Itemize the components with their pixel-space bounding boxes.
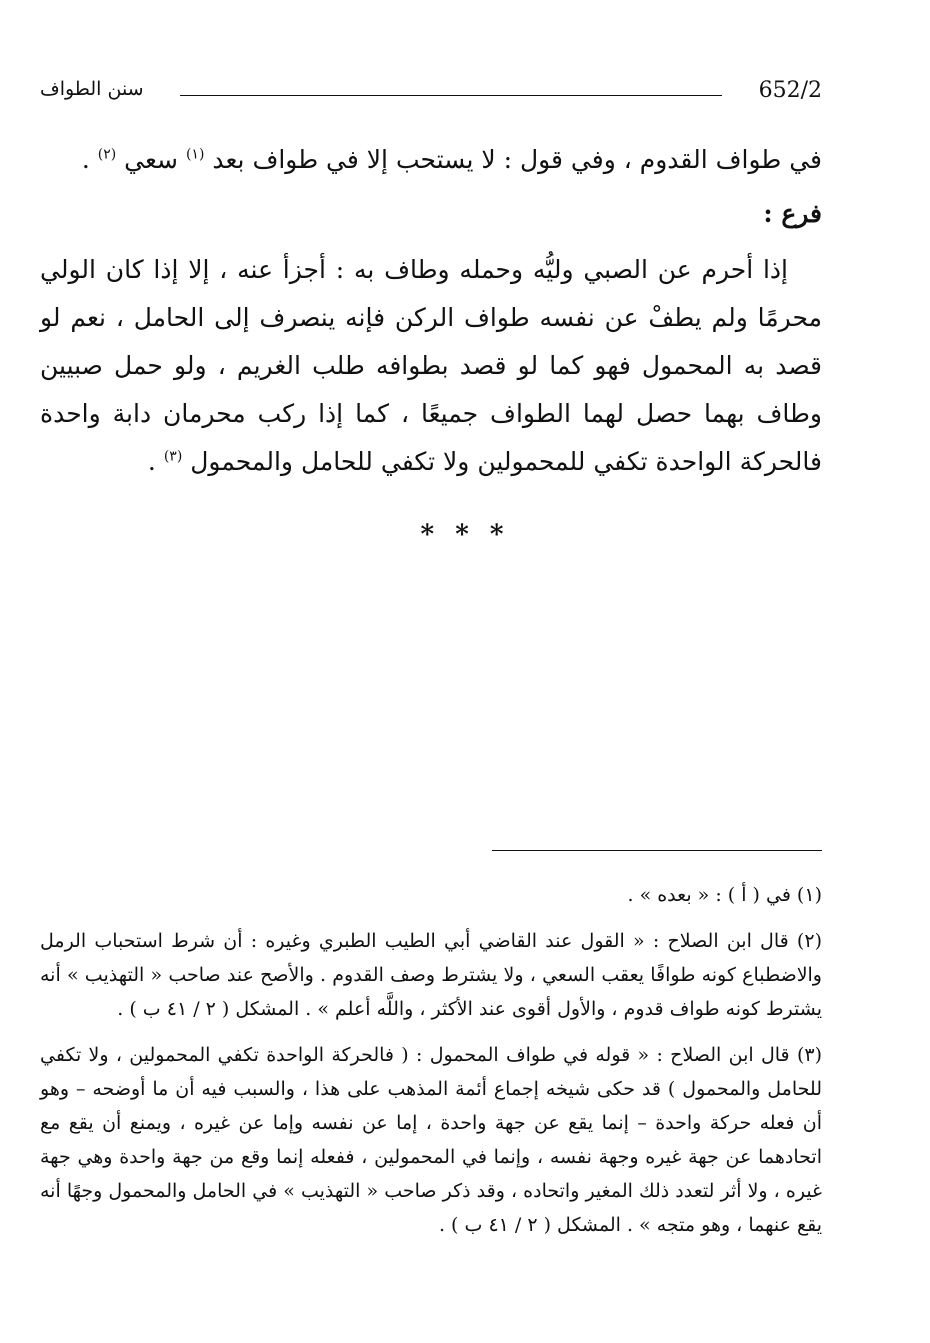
- footnote-ref-3: (٣): [163, 448, 183, 465]
- footnote-1: (١) في ( أ ) : « بعده » .: [627, 884, 822, 906]
- section-heading: فرع :: [763, 199, 822, 228]
- opening-line-end: .: [81, 145, 98, 174]
- section-separator: * * *: [420, 520, 510, 550]
- opening-line-mid: سعي: [116, 145, 186, 174]
- paragraph-end: .: [147, 447, 164, 476]
- footnote-ref-2: (٢): [97, 146, 117, 163]
- paragraph-text: إذا أحرم عن الصبي وليُّه وحمله وطاف به : أجزأ عنه ، إلا إذا كان الولي محرمًا ولم يطفْ عن نفسه طواف الركن فإنه ينصرف إلى الحامل ، نعم لو قصد به المحمول فهو كما لو قصد بطوافه طلب الغريم ، ولو حمل صبيين وطاف بهما حصل لهما الطواف جميعًا ، كما إذا ركب محرمان دابة واحدة فالحركة الواحدة تكفي للمحمولين ولا تكفي للحامل والمحمول: [40, 255, 822, 476]
- footnote-3: (٣) قال ابن الصلاح : « قوله في طواف المحمول : ( فالحركة الواحدة تكفي المحمولين ، ولا تكفي للحامل والمحمول ) قد حكى شيخه إجماع أئمة المذهب على هذا ، والسبب فيه أن ما أوضحه – وهو أن فعله حركة واحدة – إنما يقع عن جهة واحدة ، إما عن نفسه وإما عن غيره ، ويمنع أن يقع مع اتحادهما عن جهة غيره وجهة نفسه ، وإنما في المحمولين ، ففعله إنما وقع من جهة واحدة وهي جهة غيره ، ولا أثر لتعدد ذلك المغير واتحاده ، وقد ذكر صاحب « التهذيب » في الحامل والمحمول وجهًا أنه يقع عنهما ، وهو متجه » . المشكل ( ٢ / ٤١ ب ) .: [40, 1044, 822, 1236]
- opening-line: [40, 136, 822, 184]
- running-title: سنن الطواف: [40, 78, 144, 100]
- opening-line-text: في طواف القدوم ، وفي قول : لا يستحب إلا في طواف بعد: [204, 145, 822, 174]
- main-text: [40, 136, 822, 486]
- footnotes: [40, 878, 822, 1254]
- page-number: 652/2: [758, 78, 822, 103]
- footnote-2: (٢) قال ابن الصلاح : « القول عند القاضي أبي الطيب الطبري وغيره : أن شرط استحباب الرمل والاضطباع كونه طوافًا يعقب السعي ، ولا يشترط وصف القدوم . والأصح عند صاحب « التهذيب » أنه يشترط كونه طواف قدوم ، والأول أقوى عند الأكثر ، واللَّه أعلم » . المشكل ( ٢ / ٤١ ب ) .: [40, 930, 822, 1020]
- paragraph: [40, 246, 822, 486]
- footnote-ref-1: (١): [185, 146, 205, 163]
- footnote-rule: [492, 850, 822, 851]
- page-header: [40, 78, 822, 114]
- header-rule: [180, 95, 722, 96]
